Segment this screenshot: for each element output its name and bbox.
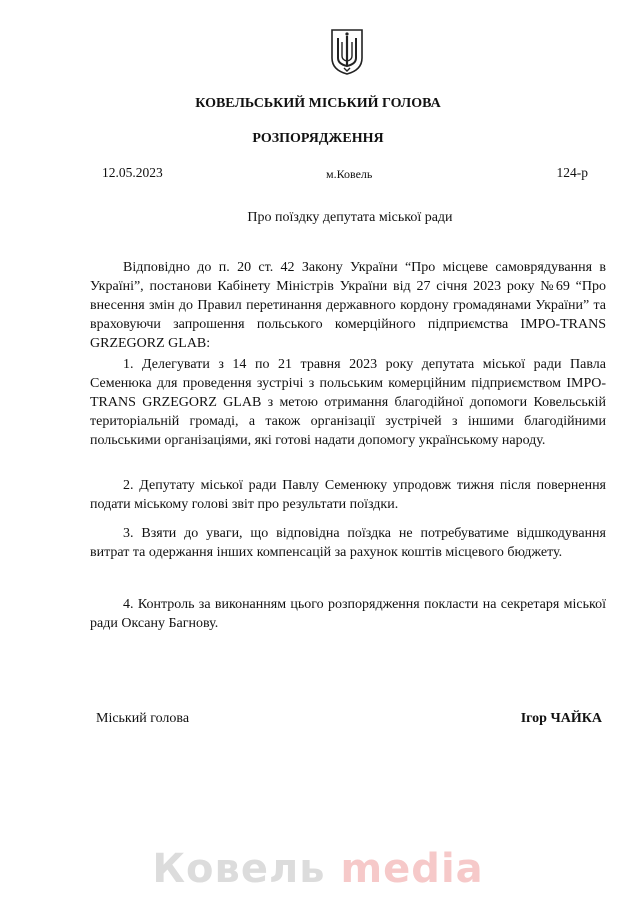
order-item-3: 3. Взяти до уваги, що відповідна поїздка не потребуватиме відшкодування витрат та одержання інших компенсацій за рахунок коштів місцевого бюджету.	[90, 526, 606, 560]
watermark-part-2: media	[340, 846, 484, 892]
document-date: 12.05.2023	[102, 165, 163, 180]
signature-name: Ігор ЧАЙКА	[520, 711, 602, 726]
authority-title: КОВЕЛЬСЬКИЙ МІСЬКИЙ ГОЛОВА	[195, 96, 441, 111]
preamble-paragraph: Відповідно до п. 20 ст. 42 Закону України “Про місцеве самоврядування в Україні”, постанови Кабінету Міністрів України від 27 січня 2023 року №69 “Про внесення змін до Правил перетинання державного кордону громадянами України” та враховуючи запрошення польського комерційного підприємства IMPO-TRANS GRZEGORZ GLAB:	[90, 260, 606, 351]
watermark	[0, 846, 636, 892]
document-place: м.Ковель	[326, 167, 373, 181]
document-number: 124-р	[556, 165, 588, 180]
order-item-2: 2. Депутату міської ради Павлу Семенюку упродовж тижня після повернення подати міському голові звіт про результати поїздки.	[90, 478, 606, 512]
watermark-part-1: Ковель	[152, 846, 326, 892]
order-item-4: 4. Контроль за виконанням цього розпорядження покласти на секретаря міської ради Оксану Багнову.	[90, 597, 606, 631]
document-type-title: РОЗПОРЯДЖЕННЯ	[252, 131, 384, 146]
signature-title: Міський голова	[96, 711, 190, 726]
order-item-1: 1. Делегувати з 14 по 21 травня 2023 року депутата міської ради Павла Семенюка для проведення зустрічі з польським комерційним підприємством IMPO-TRANS GRZEGORZ GLAB з метою отримання благодійної допомоги Ковельській територіальній громаді, а також організації зустрічей з іншими благодійними польськими організаціями, які готові надати допомогу українському народу.	[90, 357, 606, 448]
trident-coat-of-arms-icon	[330, 28, 364, 76]
document-subject: Про поїздку депутата міської ради	[247, 210, 453, 225]
